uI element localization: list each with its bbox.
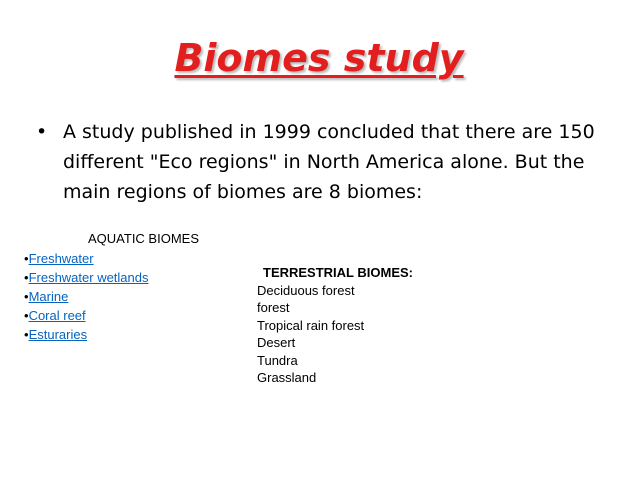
intro-paragraph xyxy=(36,117,606,207)
intro-bullet: • xyxy=(36,121,48,143)
list-item xyxy=(24,325,199,344)
link-freshwater[interactable]: Freshwater xyxy=(28,251,94,266)
terrestrial-list xyxy=(257,282,413,387)
list-item xyxy=(24,249,199,268)
terrestrial-heading: TERRESTRIAL BIOMES: xyxy=(263,265,413,280)
list-item xyxy=(24,306,199,325)
link-marine[interactable]: Marine xyxy=(28,289,69,304)
intro-text: A study published in 1999 concluded that there are 150 different "Eco regions" in North America alone. But the main regions of biomes are 8 biomes: xyxy=(63,121,595,203)
list-item: Tropical rain forest xyxy=(257,317,365,333)
list-item: Desert xyxy=(257,335,296,350)
slide-title: Biomes study xyxy=(174,36,464,80)
list-bullet: • xyxy=(24,327,29,342)
link-coral-reef[interactable]: Coral reef xyxy=(28,308,86,323)
aquatic-biomes-section xyxy=(24,229,199,344)
link-freshwater-wetlands[interactable]: Freshwater wetlands xyxy=(28,270,149,285)
list-item: Deciduous forest xyxy=(257,282,355,298)
aquatic-heading: AQUATIC BIOMES xyxy=(88,231,199,246)
list-bullet: • xyxy=(24,251,29,266)
list-item: forest xyxy=(257,300,290,315)
list-bullet: • xyxy=(24,270,29,285)
list-item xyxy=(24,268,199,287)
list-bullet: • xyxy=(24,308,29,323)
list-item xyxy=(24,287,199,306)
link-esturaries[interactable]: Esturaries xyxy=(28,327,88,342)
terrestrial-biomes-section xyxy=(257,264,413,387)
list-item: Tundra xyxy=(257,352,298,368)
list-item: Grassland xyxy=(257,370,317,385)
list-bullet: • xyxy=(24,289,29,304)
aquatic-list xyxy=(24,249,199,344)
